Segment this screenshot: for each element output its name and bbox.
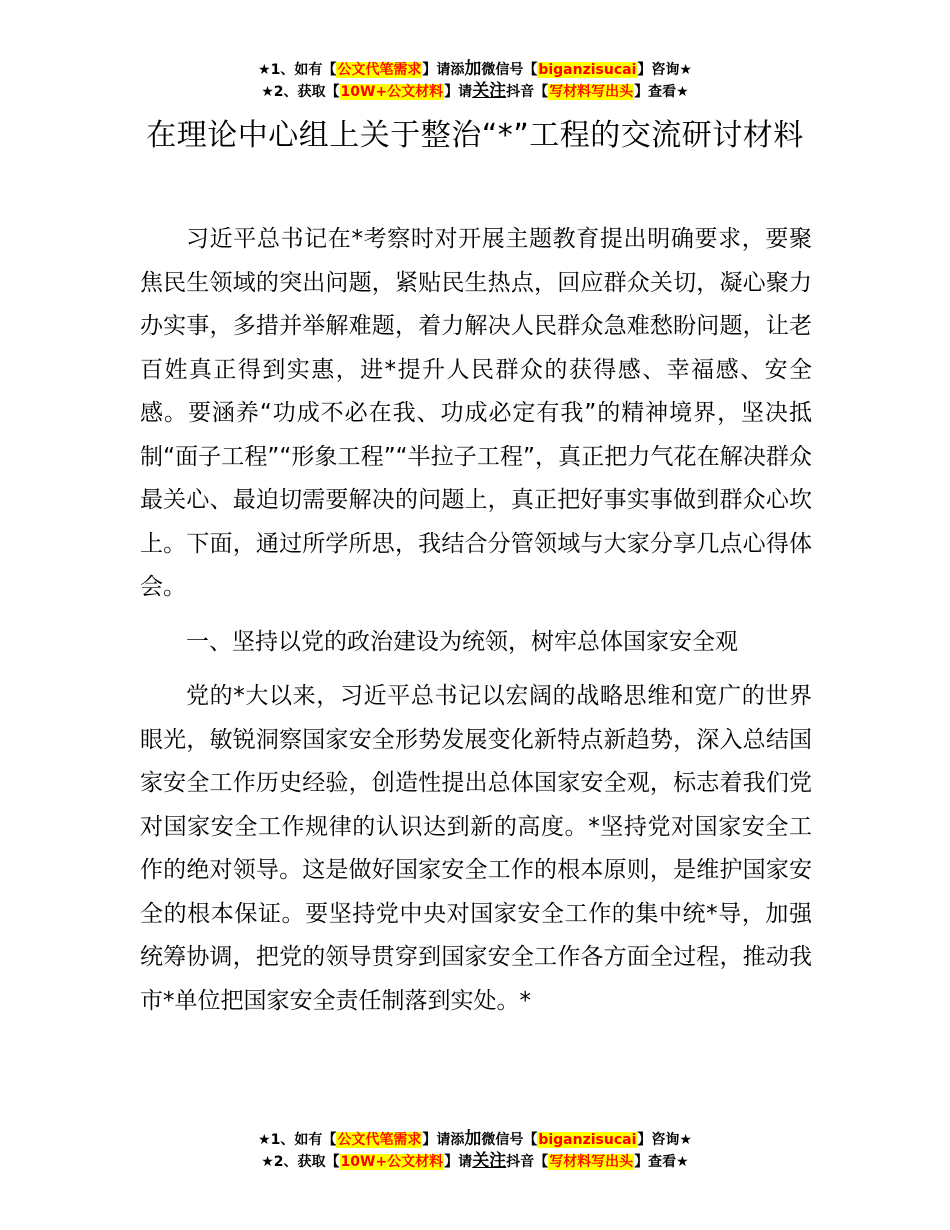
section-1-paragraph: 党的*大以来，习近平总书记以宏阔的战略思维和宽广的世界眼光，敏锐洞察国家安全形势发展变化新特点新趋势，深入总结国家安全工作历史经验，创造性提出总体国家安全观，标志着我们党对国家安全工作规律的认识达到新的高度。*坚持党对国家安全工作的绝对领导。这是做好国家安全工作的根本原则，是维护国家安全的根本保证。要坚持党中央对国家安全工作的集中统*导，加强统筹协调，把党的领导贯穿到国家安全工作各方面全过程，推动我市*单位把国家安全责任制落到实处。* [140, 683, 812, 1014]
promo-line-1: ★1、如有【公文代笔需求】请添加微信号【biganzisucai】咨询★ [258, 59, 692, 79]
highlight-douyin: 写材料写出头 [549, 1154, 634, 1170]
promo-line-2: ★2、获取【10W+公文材料】请关注抖音【写材料写出头】查看★ [261, 1151, 689, 1171]
highlight-douyin: 写材料写出头 [549, 84, 634, 100]
section-heading-1: 一、坚持以党的政治建设为统领，树牢总体国家安全观 [186, 628, 738, 655]
promo-line-2: ★2、获取【10W+公文材料】请关注抖音【写材料写出头】查看★ [261, 81, 689, 101]
document-body [140, 218, 812, 1023]
promo-line-1: ★1、如有【公文代笔需求】请添加微信号【biganzisucai】咨询★ [258, 1129, 692, 1149]
highlight-materials: 10W+公文材料 [340, 84, 444, 100]
promo-banner-bottom [0, 1128, 950, 1172]
highlight-ghostwriting: 公文代笔需求 [337, 62, 422, 78]
highlight-wechat-id: biganzisucai [538, 1132, 637, 1148]
promo-banner-top [0, 58, 950, 102]
highlight-ghostwriting: 公文代笔需求 [337, 1132, 422, 1148]
highlight-wechat-id: biganzisucai [538, 62, 637, 78]
highlight-materials: 10W+公文材料 [340, 1154, 444, 1170]
document-title: 在理论中心组上关于整治“*”工程的交流研讨材料 [146, 118, 804, 153]
intro-paragraph: 习近平总书记在*考察时对开展主题教育提出明确要求，要聚焦民生领域的突出问题，紧贴民生热点，回应群众关切，凝心聚力办实事，多措并举解难题，着力解决人民群众急难愁盼问题，让老百姓真正得到实惠，进*提升人民群众的获得感、幸福感、安全感。要涵养“功成不必在我、功成必定有我”的精神境界，坚决抵制“面子工程”“形象工程”“半拉子工程”，真正把力气花在解决群众最关心、最迫切需要解决的问题上，真正把好事实事做到群众心坎上。下面，通过所学所思，我结合分管领域与大家分享几点心得体会。 [140, 226, 812, 600]
